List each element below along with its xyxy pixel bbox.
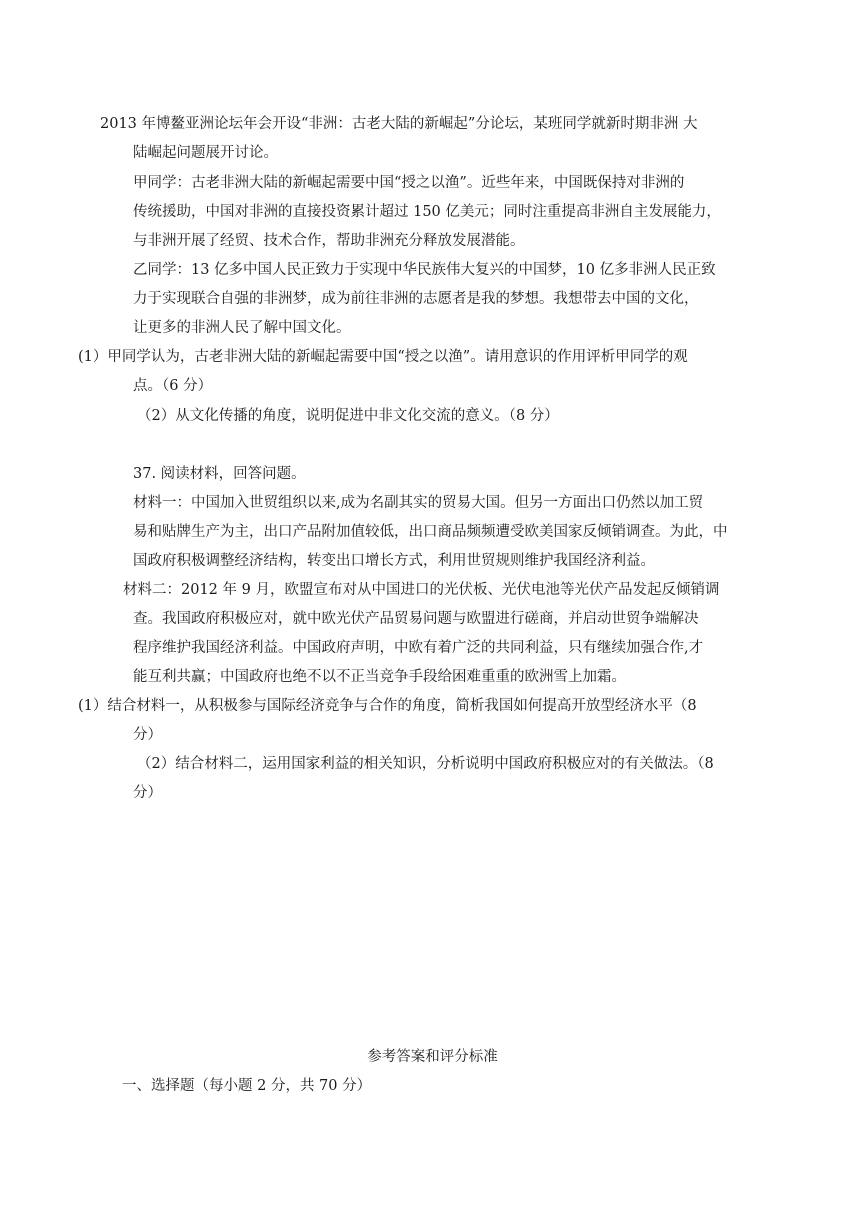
answer-key-title: 参考答案和评分标准 bbox=[367, 1049, 498, 1065]
q36-jia-line: 甲同学：古老非洲大陆的新崛起需要中国“授之以渔”。近些年来，中国既保持对非洲的 bbox=[133, 175, 685, 191]
answer-section-heading: 一、选择题（每小题 2 分，共 70 分） bbox=[122, 1078, 372, 1094]
q37-material-1-line: 材料一：中国加入世贸组织以来,成为名副其实的贸易大国。但另一方面出口仍然以加工贸 bbox=[133, 495, 704, 511]
q36-subquestion-1: 点。（6 分） bbox=[133, 378, 213, 394]
q36-intro-line: 陆崛起问题展开讨论。 bbox=[133, 145, 278, 161]
q36-yi-line: 乙同学：13 亿多中国人民正致力于实现中华民族伟大复兴的中国梦，10 亿多非洲人民正致 bbox=[133, 262, 716, 278]
q36-jia-line: 与非洲开展了经贸、技术合作，帮助非洲充分释放发展潜能。 bbox=[133, 233, 525, 249]
q37-subquestion-1: 分） bbox=[133, 727, 162, 743]
q36-intro-line: 2013 年博鳌亚洲论坛年会开设“非洲：古老大陆的新崛起”分论坛，某班同学就新时期非洲 大 bbox=[100, 116, 698, 132]
q37-heading: 37. 阅读材料，回答问题。 bbox=[133, 466, 306, 482]
q36-yi-line: 让更多的非洲人民了解中国文化。 bbox=[133, 320, 351, 336]
q37-material-2-line: 程序维护我国经济利益。中国政府声明，中欧有着广泛的共同利益，只有继续加强合作,才 bbox=[133, 640, 704, 656]
q37-subquestion-1: (1）结合材料一，从积极参与国际经济竞争与合作的角度，简析我国如何提高开放型经济水平（8 bbox=[78, 698, 697, 714]
q37-material-1-line: 国政府积极调整经济结构，转变出口增长方式，利用世贸规则维护我国经济利益。 bbox=[133, 553, 655, 569]
q36-yi-line: 力于实现联合自强的非洲梦，成为前往非洲的志愿者是我的梦想。我想带去中国的文化， bbox=[133, 291, 699, 307]
q36-jia-line: 传统援助，中国对非洲的直接投资累计超过 150 亿美元；同时注重提高非洲自主发展能力， bbox=[133, 204, 721, 220]
q37-material-2-line: 材料二：2012 年 9 月，欧盟宣布对从中国进口的光伏板、光伏电池等光伏产品发起反倾销调 bbox=[123, 582, 720, 598]
q37-subquestion-2: （2）结合材料二，运用国家利益的相关知识，分析说明中国政府积极应对的有关做法。（8 bbox=[137, 756, 714, 772]
q36-subquestion-1: (1）甲同学认为，古老非洲大陆的新崛起需要中国“授之以渔”。请用意识的作用评析甲同学的观 bbox=[78, 349, 688, 365]
q37-material-1-line: 易和贴牌生产为主，出口产品附加值较低，出口商品频频遭受欧美国家反倾销调查。为此，中 bbox=[133, 524, 728, 540]
q37-material-2-line: 查。我国政府积极应对，就中欧光伏产品贸易问题与欧盟进行磋商，并启动世贸争端解决 bbox=[133, 611, 699, 627]
q37-material-2-line: 能互利共赢；中国政府也绝不以不正当竞争手段给困难重重的欧洲雪上加霜。 bbox=[133, 669, 626, 685]
q37-subquestion-2: 分） bbox=[133, 785, 162, 801]
q36-subquestion-2: （2）从文化传播的角度，说明促进中非文化交流的意义。（8 分） bbox=[137, 408, 559, 424]
